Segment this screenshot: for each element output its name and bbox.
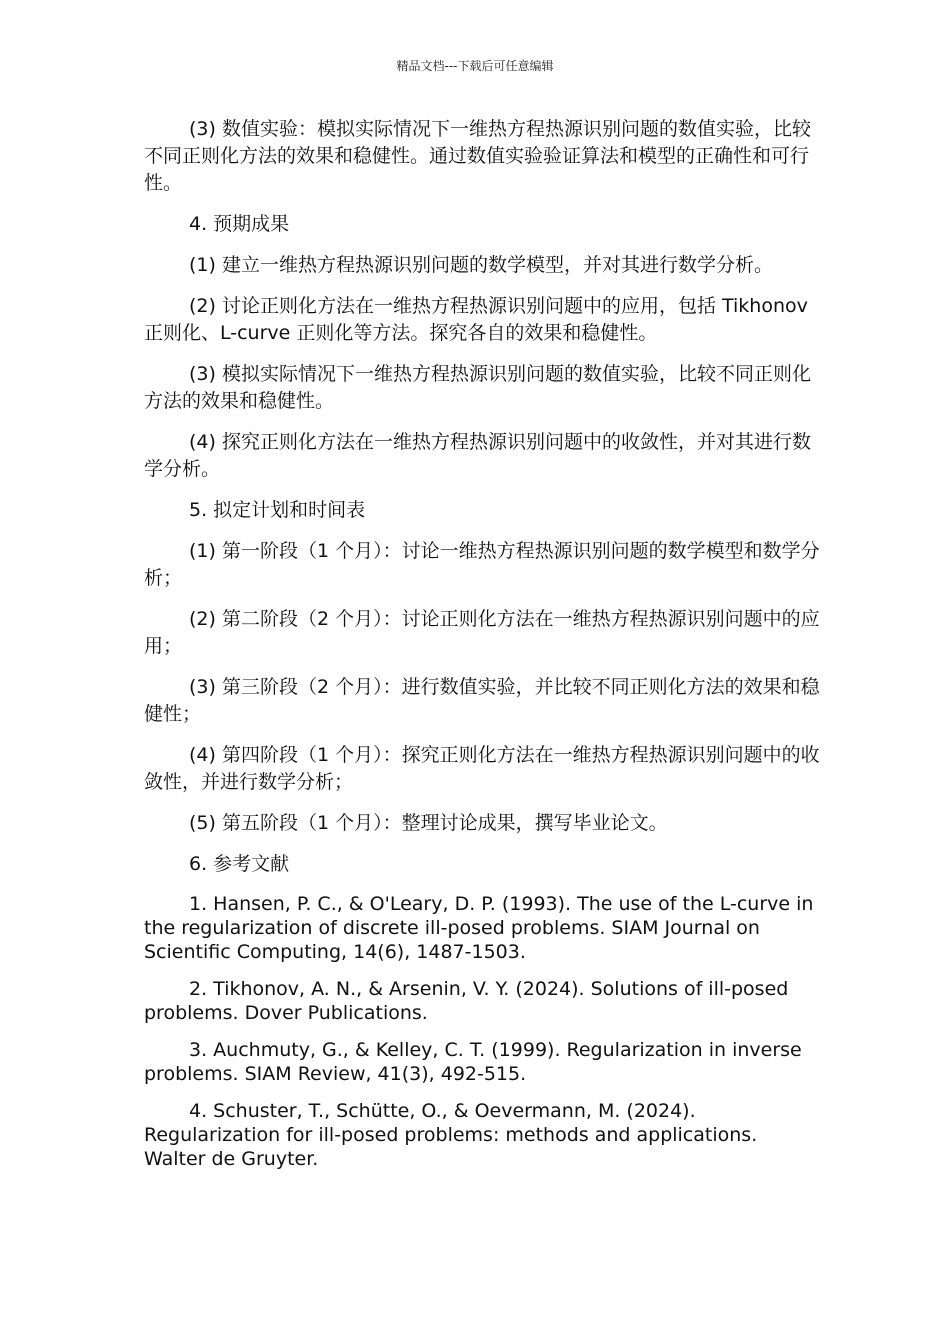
section-heading-schedule: 5. 拟定计划和时间表 — [189, 499, 366, 521]
reference-item: 2. Tikhonov, A. N., & Arsenin, V. Y. (2024). Solutions of ill-posed problems. Dover Publications. — [144, 978, 789, 1024]
paragraph-result-1: (1) 建立一维热方程热源识别问题的数学模型，并对其进行数学分析。 — [189, 254, 773, 276]
paragraph-stage-3: (3) 第三阶段（2 个月）：进行数值实验，并比较不同正则化方法的效果和稳健性； — [144, 676, 820, 725]
paragraph-stage-4: (4) 第四阶段（1 个月）：探究正则化方法在一维热方程热源识别问题中的收敛性，并进行数学分析； — [144, 744, 820, 793]
paragraph-numerical-experiment: (3) 数值实验：模拟实际情况下一维热方程热源识别问题的数值实验，比较不同正则化方法的效果和稳健性。通过数值实验验证算法和模型的正确性和可行性。 — [144, 118, 811, 194]
reference-item: 1. Hansen, P. C., & O'Leary, D. P. (1993). The use of the L-curve in the regularization of discrete ill-posed problems. SIAM Journal on Scientific Computing, 14(6), 1487-1503. — [144, 893, 814, 963]
paragraph-result-2: (2) 讨论正则化方法在一维热方程热源识别问题中的应用，包括 Tikhonov 正则化、L-curve 正则化等方法。探究各自的效果和稳健性。 — [144, 295, 808, 344]
paragraph-result-3: (3) 模拟实际情况下一维热方程热源识别问题的数值实验，比较不同正则化方法的效果和稳健性。 — [144, 363, 811, 412]
page-header: 精品文档---下载后可任意编辑 — [396, 59, 554, 73]
section-heading-expected-results: 4. 预期成果 — [189, 213, 290, 235]
document-body — [144, 116, 820, 1184]
paragraph-result-4: (4) 探究正则化方法在一维热方程热源识别问题中的收敛性，并对其进行数学分析。 — [144, 431, 811, 480]
reference-item: 4. Schuster, T., Schütte, O., & Oevermann, M. (2024). Regularization for ill-posed problems: methods and applications. Walter de Gruyter. — [144, 1100, 758, 1170]
paragraph-stage-2: (2) 第二阶段（2 个月）：讨论正则化方法在一维热方程热源识别问题中的应用； — [144, 608, 820, 657]
paragraph-stage-1: (1) 第一阶段（1 个月）：讨论一维热方程热源识别问题的数学模型和数学分析； — [144, 540, 820, 589]
reference-item: 3. Auchmuty, G., & Kelley, C. T. (1999). Regularization in inverse problems. SIAM Review, 41(3), 492-515. — [144, 1039, 802, 1085]
section-heading-references: 6. 参考文献 — [189, 853, 290, 875]
paragraph-stage-5: (5) 第五阶段（1 个月）：整理讨论成果，撰写毕业论文。 — [189, 812, 668, 834]
